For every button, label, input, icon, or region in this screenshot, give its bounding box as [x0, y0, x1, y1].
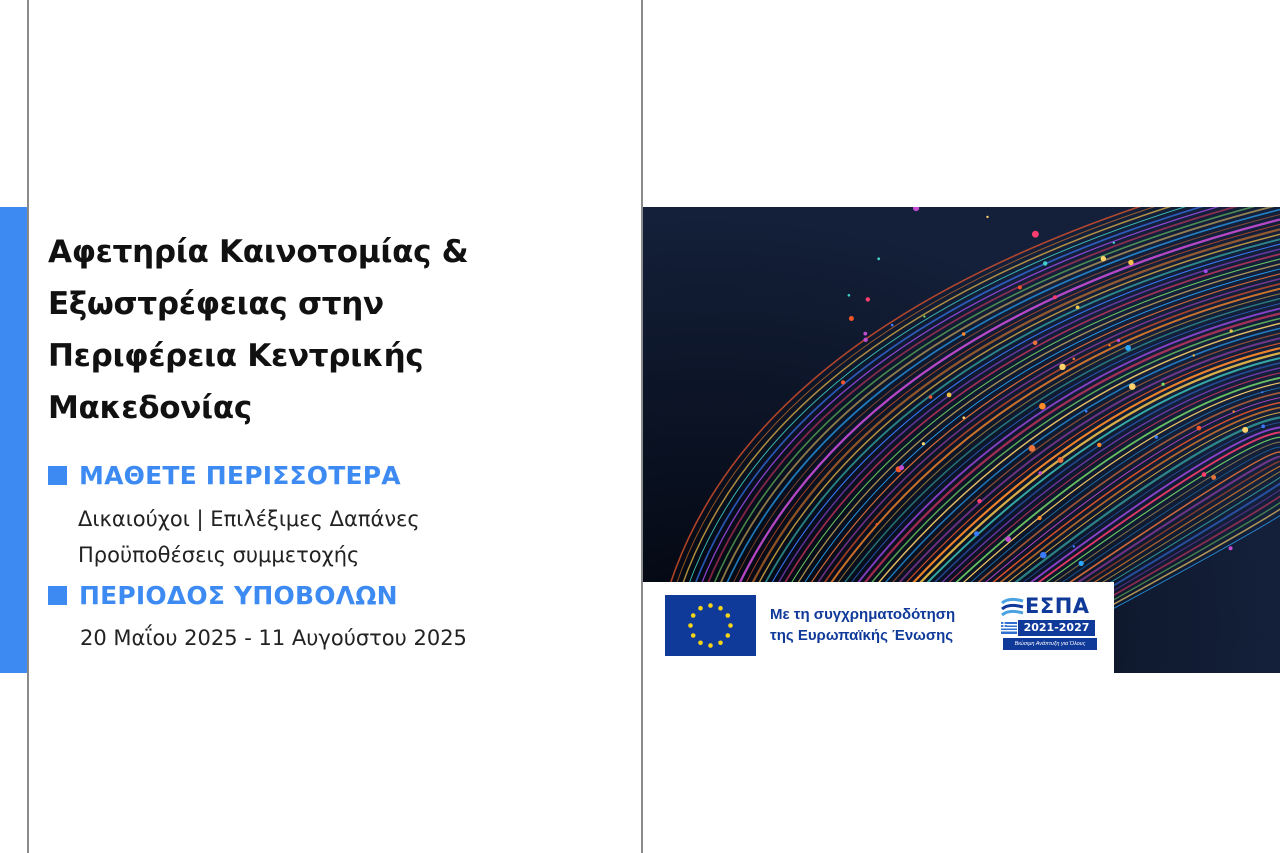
- light-dot: [1101, 256, 1106, 261]
- light-dot: [1202, 472, 1207, 477]
- left-divider-line: [27, 0, 29, 853]
- cofunding-line-2: της Ευρωπαϊκής Ένωσης: [770, 627, 954, 644]
- light-dot: [974, 531, 979, 536]
- light-dot: [1040, 552, 1046, 558]
- light-dot: [1058, 457, 1064, 463]
- light-dot: [1076, 306, 1080, 310]
- light-dot: [929, 395, 933, 399]
- eu-star-icon: [691, 613, 696, 618]
- funding-banner: [643, 582, 1114, 673]
- eu-star-icon: [691, 633, 696, 638]
- eu-star-icon: [726, 633, 731, 638]
- eu-star-icon: [728, 623, 733, 628]
- light-dot: [1242, 427, 1248, 433]
- light-dot: [986, 216, 988, 218]
- light-dot: [977, 499, 981, 503]
- light-dot: [1005, 536, 1011, 542]
- light-dot: [848, 294, 851, 297]
- espa-years: 2021-2027: [1018, 620, 1095, 636]
- light-dot: [1128, 260, 1133, 265]
- light-dot: [1229, 546, 1233, 550]
- eu-star-icon: [726, 613, 731, 618]
- espa-waves-icon: [1001, 597, 1025, 617]
- light-dot: [1193, 354, 1195, 356]
- learn-more-label: ΜΑΘΕΤΕ ΠΕΡΙΣΣΟΤΕΡΑ: [79, 460, 401, 490]
- light-dot: [962, 332, 966, 336]
- eu-star-icon: [708, 643, 713, 648]
- greek-flag-icon: [1001, 622, 1017, 634]
- light-dot: [1038, 516, 1042, 520]
- light-dot: [1059, 364, 1065, 370]
- light-dot: [891, 324, 894, 327]
- light-dot: [1097, 443, 1101, 447]
- light-dot: [1033, 341, 1038, 346]
- light-dot: [849, 316, 854, 321]
- submission-period-heading: [48, 579, 398, 611]
- title-line: Μακεδονίας: [48, 390, 252, 426]
- light-dot: [1108, 344, 1110, 346]
- eu-star-icon: [698, 641, 703, 646]
- light-dot: [1018, 285, 1022, 289]
- light-dot: [963, 416, 966, 419]
- eu-flag-icon: [665, 595, 756, 656]
- light-dot: [841, 380, 845, 384]
- cofunding-statement: [770, 604, 1000, 646]
- light-dot: [863, 332, 867, 336]
- light-dot: [1233, 410, 1235, 412]
- light-dot: [947, 393, 952, 398]
- eu-star-icon: [708, 603, 713, 608]
- eu-star-icon: [718, 606, 723, 611]
- light-dot: [1261, 391, 1263, 393]
- title-line: Εξωστρέφειας στην: [48, 286, 384, 322]
- square-bullet-icon: [48, 466, 67, 485]
- light-dot: [1039, 403, 1046, 410]
- light-dot: [1073, 545, 1075, 547]
- light-dot: [866, 297, 870, 301]
- light-dot: [1129, 383, 1136, 390]
- light-dot: [922, 442, 925, 445]
- eu-star-icon: [688, 623, 693, 628]
- cofunding-line-1: Με τη συγχρηματοδότηση: [770, 606, 956, 623]
- title-line: Αφετηρία Καινοτομίας &: [48, 234, 469, 270]
- light-dot: [1085, 410, 1088, 413]
- light-dot: [1204, 269, 1208, 273]
- light-dot: [877, 257, 880, 260]
- light-dot: [1197, 426, 1202, 431]
- square-bullet-icon: [48, 586, 67, 605]
- eu-star-icon: [718, 641, 723, 646]
- light-dot: [1211, 475, 1216, 480]
- learn-more-line-1: Δικαιούχοι | Επιλέξιμες Δαπάνες: [78, 507, 420, 531]
- light-dot: [1079, 561, 1084, 566]
- light-dot: [1155, 435, 1158, 438]
- light-dot: [1162, 383, 1165, 386]
- light-dot: [1117, 339, 1120, 342]
- page-title: [48, 226, 608, 434]
- learn-more-link[interactable]: [48, 459, 401, 491]
- light-dot: [1073, 358, 1076, 361]
- light-dot: [923, 315, 925, 317]
- light-dot: [1032, 231, 1039, 238]
- light-dot: [1230, 329, 1233, 332]
- light-dot: [1125, 345, 1131, 351]
- espa-logo: [1001, 594, 1101, 656]
- light-dot: [1043, 261, 1047, 265]
- espa-name: ΕΣΠΑ: [1025, 594, 1090, 618]
- learn-more-line-2: Προϋποθέσεις συμμετοχής: [78, 543, 360, 567]
- light-dot: [1039, 471, 1043, 475]
- eu-star-icon: [698, 606, 703, 611]
- light-dot: [1029, 445, 1036, 452]
- submission-dates: 20 Μαΐου 2025 - 11 Αυγούστου 2025: [80, 626, 467, 650]
- light-dot: [1261, 425, 1265, 429]
- submission-period-label: ΠΕΡΙΟΔΟΣ ΥΠΟΒΟΛΩΝ: [79, 580, 398, 610]
- title-line: Περιφέρεια Κεντρικής: [48, 338, 424, 374]
- light-dot: [863, 338, 867, 342]
- accent-bar: [0, 207, 27, 673]
- light-dot: [876, 523, 878, 525]
- light-dot: [1113, 242, 1115, 244]
- light-dot: [899, 465, 904, 470]
- light-dot: [1053, 295, 1057, 299]
- espa-slogan: Βιώσιμη Ανάπτυξη για Όλους: [1003, 638, 1097, 650]
